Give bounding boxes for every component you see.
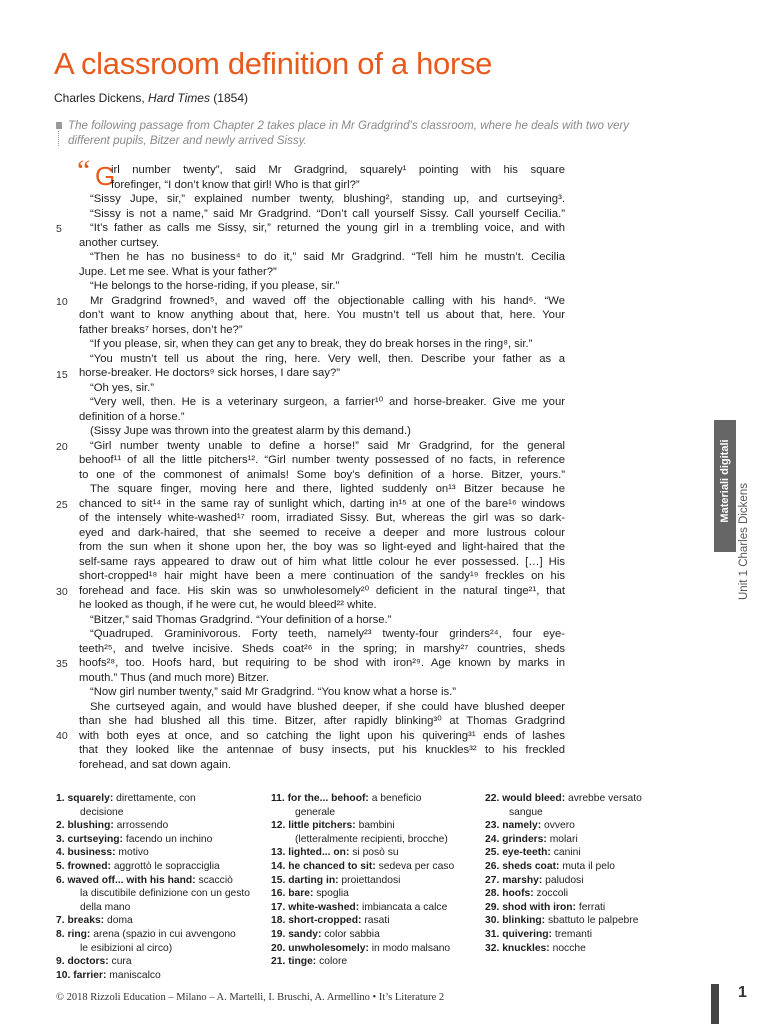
footnote-item <box>56 874 256 915</box>
passage-line: She curtseyed again, and would have blushed deeper, if she could have blushed deeper <box>90 700 565 713</box>
footnote-item <box>271 792 471 819</box>
footnote-continuation: (letteralmente recipienti, brocche) <box>295 833 448 845</box>
footnote-term: hoofs: <box>502 888 534 900</box>
passage-line: short-cropped¹⁸ hair might have been a mere continuation of the sandy¹⁹ freckles on his <box>79 570 565 582</box>
drop-cap: G <box>95 161 116 191</box>
footnote-number: 20. <box>271 942 286 954</box>
footnote-item <box>271 819 471 846</box>
footnote-number: 3. <box>56 833 65 845</box>
footnote-item <box>271 860 471 874</box>
intro-text: The following passage from Chapter 2 takes place in Mr Gradgrind’s classroom, where he deals with two very different pupils, Bitzer and newly arrived Sissy. <box>68 119 630 147</box>
passage-line: from the sun when it shone upon her, the boy was so light-eyed and light-haired that the <box>79 541 565 553</box>
footnote-definition: maniscalco <box>109 969 161 981</box>
passage-line: with both eyes at once, and so catching the light upon his quivering³¹ ends of lashes <box>79 729 565 742</box>
footnote-item <box>485 819 685 833</box>
passage-line: horse-breaker. He doctors⁹ sick horses, I dare say?” <box>79 367 341 379</box>
notes-column-3 <box>485 792 685 955</box>
footnote-item <box>485 901 685 915</box>
passage-line: “Very well, then. He is a veterinary surgeon, a farrier¹⁰ and horse-breaker. Give me your <box>90 396 565 408</box>
footnote-number: 14. <box>271 860 286 872</box>
passage-line: “You mustn’t tell us about the ring, here. Very well, then. Describe your father as a <box>90 352 565 365</box>
passage-line: “Bitzer,” said Thomas Gradgrind. “Your definition of a horse.” <box>90 613 392 626</box>
footnote-term: waved off... with his hand: <box>67 874 196 886</box>
footnote-definition: ovvero <box>544 820 575 832</box>
passage-line: “Then he has no business⁴ to do it,” said Mr Gradgrind. “Tell him he mustn’t. Cecilia <box>90 251 565 263</box>
footnote-continuation: decisione <box>80 806 124 818</box>
sidebar-tab-digital-materials[interactable] <box>714 420 736 552</box>
footnote-item <box>56 955 256 969</box>
footnote-number: 16. <box>271 888 286 900</box>
footnote-number: 8. <box>56 928 65 940</box>
footnote-term: darting in: <box>288 874 339 886</box>
footnote-number: 22. <box>485 793 500 804</box>
footnote-number: 31. <box>485 928 500 940</box>
footnote-definition: muta il pelo <box>562 860 615 872</box>
footnote-term: blinking: <box>502 915 546 927</box>
footnote-definition: arrossendo <box>116 820 169 832</box>
footnote-term: for the... behoof: <box>287 793 369 804</box>
footnote-definition: avrebbe versato <box>568 793 642 804</box>
passage-line: The square finger, moving here and there, lighted suddenly on¹³ Bitzer because he <box>90 483 565 495</box>
footnote-term: ring: <box>67 928 91 940</box>
footnote-number: 5. <box>56 860 65 872</box>
footnote-definition: rasati <box>364 915 390 927</box>
passage-line: eyed and dark-haired, that she seemed to receive a deeper and more lustrous colour <box>79 526 565 539</box>
line-number: 25 <box>56 499 68 511</box>
passage-line: “It’s father as calls me Sissy, sir,” returned the young girl in a trembling voice, and with <box>90 222 565 234</box>
passage-line: chanced to sit¹⁴ in the same ray of sunlight which, darting in¹⁵ at one of the bare¹⁶ windows <box>79 497 565 510</box>
passage-line: of the intensely white-washed¹⁷ room, irradiated Sissy. But, whereas the girl was so dark- <box>79 512 565 524</box>
footnote-number: 12. <box>271 820 286 832</box>
footnote-definition: paludosi <box>545 874 584 886</box>
notes-column-2 <box>271 792 471 969</box>
passage-line: forefinger, “I don’t know that girl! Who is that girl?” <box>111 178 360 191</box>
footnote-definition: bambini <box>358 820 395 832</box>
footnote-term: frowned: <box>67 860 111 872</box>
line-number: 30 <box>56 586 68 598</box>
passage-line: self-same rays appeared to draw out of him what little colour he ever possessed. […] His <box>79 555 565 568</box>
footnote-number: 6. <box>56 874 65 886</box>
footnote-item <box>485 792 685 819</box>
byline-book: Hard Times <box>148 91 210 105</box>
footnote-item <box>485 914 685 928</box>
footnote-definition: aggrottò le sopracciglia <box>113 860 220 872</box>
footnote-term: he chanced to sit: <box>288 860 376 872</box>
footnote-definition: arena (spazio in cui avvengono <box>93 928 236 940</box>
footnote-definition: sedeva per caso <box>378 860 455 872</box>
sidebar-unit-label: Unit 1 Charles Dickens <box>738 483 750 600</box>
footnote-definition: nocche <box>552 942 586 954</box>
passage-line: Jupe. Let me see. What is your father?” <box>79 265 277 278</box>
footnote-term: sandy: <box>288 928 322 940</box>
passage-line: “Now girl number twenty,” said Mr Gradgrind. “You know what a horse is.” <box>90 686 457 698</box>
line-number: 5 <box>56 223 62 235</box>
footnote-term: farrier: <box>73 969 107 981</box>
passage-line: “Quadruped. Graminivorous. Forty teeth, namely²³ twenty-four grinders²⁴, four eye- <box>90 628 565 640</box>
passage-line: another curtsey. <box>79 236 160 249</box>
footnote-number: 23. <box>485 820 500 832</box>
footnote-term: marshy: <box>502 874 543 886</box>
footnote-definition: imbiancata a calce <box>362 901 448 913</box>
footnote-continuation: la discutibile definizione con un gesto della mano <box>80 888 251 913</box>
footnote-term: sheds coat: <box>502 860 560 872</box>
footnote-number: 9. <box>56 956 65 968</box>
footnote-term: breaks: <box>67 915 105 927</box>
footnote-definition: spoglia <box>316 888 349 900</box>
intro-marker-line <box>58 131 60 146</box>
passage-line: Mr Gradgrind frowned⁵, and waved off the objectionable calling with his hand⁶. “We <box>90 294 565 307</box>
footnote-number: 11. <box>271 793 285 804</box>
footnote-number: 1. <box>56 793 65 804</box>
footnote-item <box>271 955 471 969</box>
footnote-definition: sbattuto le palpebre <box>547 915 639 927</box>
footnote-item <box>485 928 685 942</box>
opening-quote-icon: “ <box>77 154 91 187</box>
footnote-item <box>271 928 471 942</box>
footnote-definition: in modo malsano <box>371 942 451 954</box>
footnote-definition: molari <box>549 833 578 845</box>
page-title: A classroom definition of a horse <box>54 46 493 81</box>
passage-line: (Sissy Jupe was thrown into the greatest alarm by this demand.) <box>90 425 411 437</box>
footnote-definition: colore <box>319 956 348 968</box>
footnote-item <box>56 792 256 819</box>
footnote-term: curtseying: <box>67 833 123 845</box>
notes-column-1 <box>56 792 256 982</box>
passage-line: mouth.” Thus (and much more) Bitzer. <box>79 671 270 684</box>
footnote-number: 29. <box>485 901 500 913</box>
footnote-definition: canini <box>553 847 581 859</box>
footnote-number: 27. <box>485 874 500 886</box>
footnote-definition: scacciò <box>198 874 233 886</box>
passage-line: “Oh yes, sir.” <box>90 381 155 394</box>
footnote-term: squarely: <box>67 793 114 804</box>
footnote-number: 18. <box>271 915 286 927</box>
passage-line: hoofs²⁸, too. Hoofs hard, but requiring to be shod with iron²⁹. Age known by marks in <box>79 657 565 669</box>
footnote-term: white-washed: <box>288 901 360 913</box>
passage-line: “Girl number twenty unable to define a horse!” said Mr Gradgrind, for the general <box>90 439 565 452</box>
footnote-term: quivering: <box>502 928 552 940</box>
footnote-definition: proiettandosi <box>341 874 401 886</box>
line-number: 20 <box>56 441 68 453</box>
footnote-number: 13. <box>271 847 286 859</box>
footnote-term: grinders: <box>502 833 547 845</box>
passage <box>77 154 565 772</box>
footnote-term: business: <box>67 847 116 859</box>
page-bar <box>711 984 719 1024</box>
footnote-number: 32. <box>485 942 500 954</box>
footnote-item <box>271 914 471 928</box>
byline-author: Charles Dickens, <box>54 91 145 105</box>
footnote-item <box>56 914 256 928</box>
footnote-item <box>485 874 685 888</box>
footnote-item <box>485 887 685 901</box>
footnote-number: 26. <box>485 860 500 872</box>
footnote-definition: cura <box>111 956 132 968</box>
footnote-item <box>271 942 471 956</box>
footnote-number: 24. <box>485 833 500 845</box>
passage-line: father breaks⁷ horses, don’t he?” <box>79 323 243 336</box>
footnote-number: 7. <box>56 915 65 927</box>
footnote-term: little pitchers: <box>288 820 356 832</box>
line-number: 40 <box>56 730 68 742</box>
footnote-definition: a beneficio <box>371 793 422 804</box>
footnote-number: 25. <box>485 847 500 859</box>
line-number: 15 <box>56 369 68 381</box>
footer-copyright: © 2018 Rizzoli Education – Milano – A. Martelli, I. Bruschi, A. Armellino • It’s Literature 2 <box>56 992 445 1003</box>
passage-line: definition of a horse.” <box>79 410 185 423</box>
passage-line: “Sissy Jupe, sir,” explained number twenty, blushing², standing up, and curtseying³. <box>90 193 565 205</box>
footnote-item <box>271 846 471 860</box>
byline-year: (1854) <box>213 91 248 105</box>
footnote-term: lighted... on: <box>288 847 350 859</box>
footnote-term: doctors: <box>67 956 109 968</box>
footnote-number: 4. <box>56 847 65 859</box>
passage-line: behoof¹¹ of all the little pitchers¹². “Girl number twenty possessed of no facts, in reference <box>79 454 565 466</box>
footnote-definition: doma <box>106 915 133 927</box>
footnote-item <box>485 942 685 956</box>
footnote-term: tinge: <box>288 956 317 968</box>
footnote-definition: color sabbia <box>324 928 380 940</box>
passage-line: he looked as though, if he were cut, he would bleed²² white. <box>79 599 377 611</box>
byline <box>54 91 248 105</box>
intro-note <box>56 118 656 148</box>
passage-line: that they looked like the antennae of busy insects, put his knuckles³² to his freckled <box>79 744 565 756</box>
sidebar-tab-label: Materiali digitali <box>719 439 731 523</box>
footnote-definition: zoccoli <box>536 888 569 900</box>
passage-line: forehead and face. His skin was so unwholesomely²⁰ deficient in the natural tinge²¹, that <box>79 584 565 597</box>
line-number: 10 <box>56 296 68 308</box>
footnote-term: would bleed: <box>502 793 566 804</box>
footnote-number: 19. <box>271 928 286 940</box>
passage-line: “He belongs to the horse-riding, if you please, sir.” <box>90 280 340 292</box>
passage-line: “If you please, sir, when they can get any to break, they do break horses in the ring⁸, sir.” <box>90 338 533 350</box>
footnote-term: unwholesomely: <box>288 942 369 954</box>
footnote-item <box>56 833 256 847</box>
footnote-term: shod with iron: <box>502 901 576 913</box>
passage-line: teeth²⁵, and twelve incisive. Sheds coat²⁶ in the spring; in marshy²⁷ countries, sheds <box>79 642 565 655</box>
footnote-definition: motivo <box>118 847 149 859</box>
footnote-term: eye-teeth: <box>502 847 551 859</box>
footnote-definition: direttamente, con <box>116 793 196 804</box>
footnote-item <box>271 874 471 888</box>
footnote-item <box>56 969 256 983</box>
passage-line: “Sissy is not a name,” said Mr Gradgrind. “Don’t call yourself Sissy. Call yourself Cecilia.” <box>90 207 565 220</box>
footnote-continuation: generale <box>295 806 336 818</box>
footnote-number: 28. <box>485 888 500 900</box>
footnote-item <box>56 860 256 874</box>
footnote-definition: ferrati <box>578 901 606 913</box>
footnote-number: 30. <box>485 915 500 927</box>
footnote-term: blushing: <box>67 820 114 832</box>
footnote-item <box>271 901 471 915</box>
footnote-definition: facendo un inchino <box>125 833 213 845</box>
passage-line: irl number twenty”, said Mr Gradgrind, squarely¹ pointing with his square <box>111 164 565 176</box>
footnote-term: bare: <box>288 888 314 900</box>
footnote-term: knuckles: <box>502 942 550 954</box>
footnote-item <box>271 887 471 901</box>
footnote-definition: si posò su <box>352 847 399 859</box>
footnote-number: 10. <box>56 969 71 981</box>
passage-line: to one of the commonest of animals! Some boy’s definition of a horse. Bitzer, yours.” <box>79 468 565 481</box>
footnote-term: namely: <box>502 820 542 832</box>
footnote-item <box>56 928 256 955</box>
footnote-item <box>485 846 685 860</box>
footnote-number: 21. <box>271 956 286 968</box>
intro-marker-icon <box>56 122 62 129</box>
footnote-continuation: sangue <box>509 806 543 818</box>
footnote-item <box>56 819 256 833</box>
passage-line: forehead, and sat down again. <box>79 758 231 771</box>
passage-line: than she had blushed all this time. Bitzer, after rapidly blinking³⁰ at Thomas Gradgrind <box>79 715 565 727</box>
footnote-continuation: le esibizioni al circo) <box>80 942 173 954</box>
footnote-item <box>485 860 685 874</box>
footnote-number: 15. <box>271 874 286 886</box>
page-number: 1 <box>738 984 747 1001</box>
footnote-number: 2. <box>56 820 65 832</box>
line-number: 35 <box>56 658 68 670</box>
footnote-item <box>56 846 256 860</box>
footnote-definition: tremanti <box>554 928 593 940</box>
footnote-number: 17. <box>271 901 286 913</box>
passage-line: don’t want to know anything about that, here. You mustn’t tell us about that, here. Your <box>79 309 565 321</box>
footnote-item <box>485 833 685 847</box>
footnote-term: short-cropped: <box>288 915 362 927</box>
